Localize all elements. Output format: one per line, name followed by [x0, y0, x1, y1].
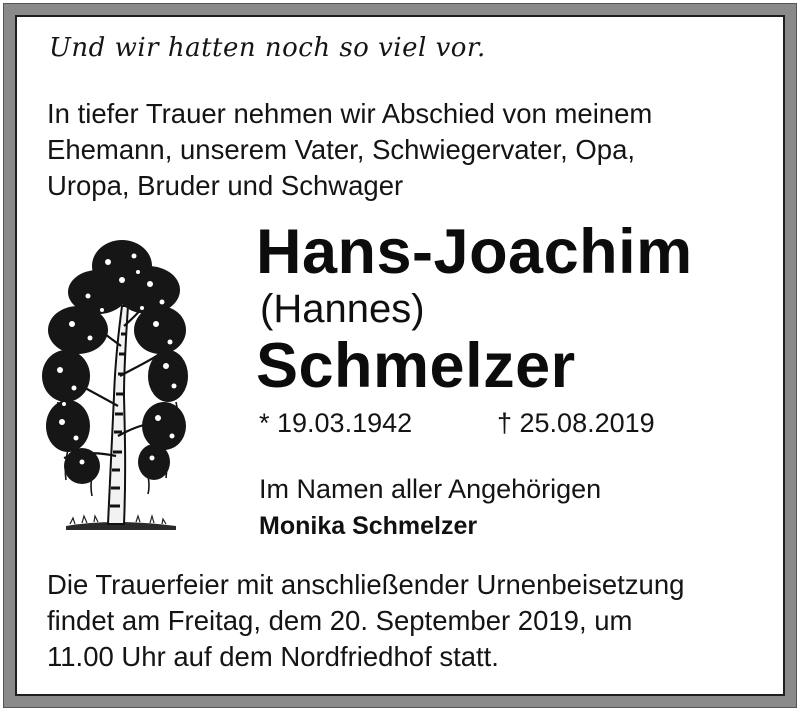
deceased-last-name: Schmelzer: [256, 331, 576, 401]
deceased-nickname: (Hannes): [260, 287, 425, 331]
intro-line: Uropa, Bruder und Schwager: [47, 170, 404, 201]
signer-name: Monika Schmelzer: [259, 512, 478, 540]
birch-tree-icon: [38, 226, 188, 538]
service-line: 11.00 Uhr auf dem Nordfriedhof statt.: [47, 641, 499, 672]
service-info: [47, 567, 767, 675]
deceased-first-name: Hans-Joachim: [256, 217, 693, 287]
closing-line: Im Namen aller Angehörigen: [259, 474, 602, 504]
intro-line: Ehemann, unserem Vater, Schwiegervater, Opa,: [47, 134, 636, 165]
intro-text: [47, 96, 747, 204]
service-line: findet am Freitag, dem 20. September 2019, um: [47, 605, 633, 636]
motto: Und wir hatten noch so viel vor.: [49, 33, 486, 63]
service-line: Die Trauerfeier mit anschließender Urnenbeisetzung: [47, 569, 685, 600]
intro-line: In tiefer Trauer nehmen wir Abschied von meinem: [47, 98, 653, 129]
death-date: † 25.08.2019: [497, 408, 655, 438]
birth-date: * 19.03.1942: [259, 408, 413, 438]
life-dates: [259, 408, 655, 439]
